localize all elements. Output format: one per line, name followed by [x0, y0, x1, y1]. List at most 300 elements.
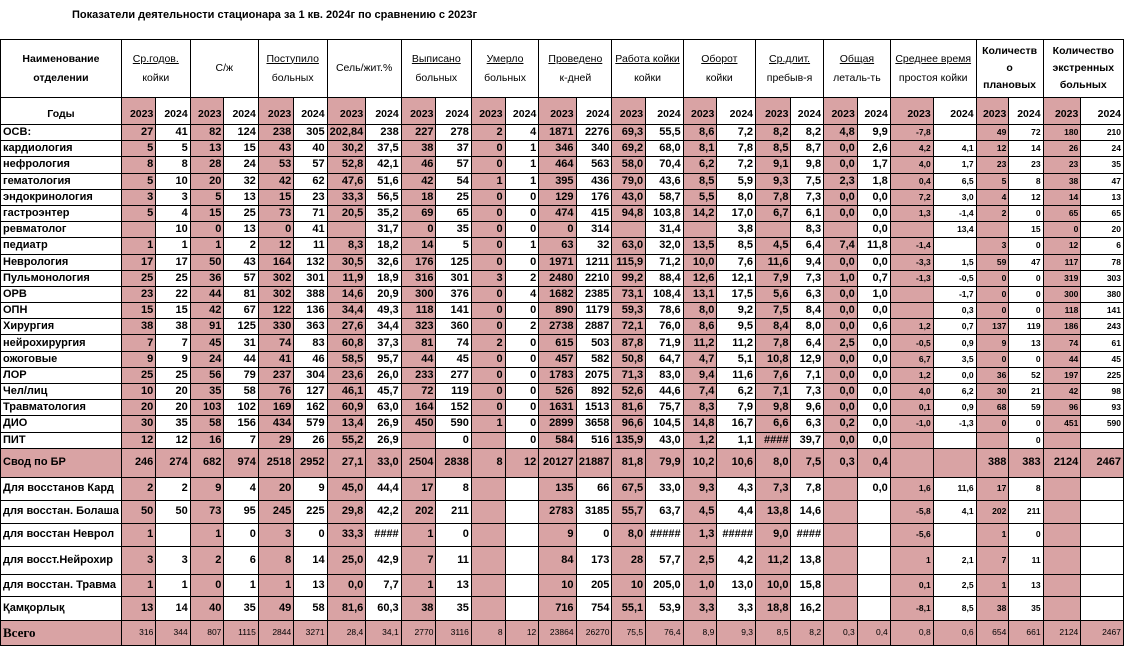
cell-value: 18,9	[366, 270, 401, 286]
cell-value: 0	[976, 303, 1009, 319]
cell-value: 63	[539, 238, 576, 254]
cell-value: 316	[401, 270, 436, 286]
department-name: нейрохирургия	[1, 335, 122, 351]
cell-value: 26,0	[366, 367, 401, 383]
cell-value: 0,0	[824, 432, 858, 448]
department-name: Пульмонология	[1, 270, 122, 286]
cell-value: 6,2	[717, 384, 756, 400]
cell-value: 18,8	[756, 596, 791, 620]
cell-value: 0,7	[857, 270, 890, 286]
cell-value: 11,6	[933, 477, 976, 500]
cell-value: 2,3	[824, 173, 858, 189]
cell-value: 7,4	[683, 384, 717, 400]
cell-value	[505, 574, 539, 596]
cell-value: 9,3	[756, 173, 791, 189]
cell-value: 15	[121, 303, 155, 319]
cell-value: 8	[258, 546, 293, 574]
cell-value: 33,0	[646, 477, 684, 500]
header-row	[1, 40, 1124, 98]
cell-value: 57	[294, 157, 327, 173]
cell-value: 8,0	[791, 319, 824, 335]
cell-value: 35	[156, 416, 190, 432]
cell-value: 23	[1009, 157, 1043, 173]
cell-value: 0	[1009, 205, 1043, 221]
cell-value: 0	[1009, 416, 1043, 432]
cell-value: 1,7	[933, 157, 976, 173]
year-2024: 2024	[1081, 98, 1124, 125]
cell-value: 25	[436, 189, 471, 205]
cell-value: 0	[976, 286, 1009, 302]
cell-value: 76,0	[646, 319, 684, 335]
cell-value: 44	[401, 351, 436, 367]
cell-value: 13,8	[791, 546, 824, 574]
cell-value: 96	[1043, 400, 1081, 416]
grand-total-row	[1, 620, 1124, 645]
cell-value: ####	[366, 523, 401, 546]
cell-value: 319	[1043, 270, 1081, 286]
cell-value: 0	[505, 416, 539, 432]
table-row	[1, 238, 1124, 254]
cell-value: 4	[976, 189, 1009, 205]
cell-value: 79,0	[612, 173, 646, 189]
cell-value: 9,8	[791, 157, 824, 173]
cell-value: 225	[294, 500, 327, 523]
cell-value: 1,2	[890, 319, 933, 335]
department-name: ПИТ	[1, 432, 122, 448]
cell-value: 1	[401, 574, 436, 596]
cell-value: 2385	[576, 286, 612, 302]
cell-value: 243	[1081, 319, 1124, 335]
header-col-8-l1: Оборот	[701, 52, 738, 65]
cell-value: 78	[1081, 254, 1124, 270]
cell-value: 0	[190, 222, 224, 238]
cell-value: 4	[224, 477, 258, 500]
year-2024: 2024	[576, 98, 612, 125]
cell-value: 76	[258, 384, 293, 400]
cell-value	[1043, 432, 1081, 448]
cell-value: 2	[505, 319, 539, 335]
cell-value: 11	[294, 238, 327, 254]
cell-value: 3185	[576, 500, 612, 523]
cell-value: 3116	[436, 620, 471, 645]
department-name: нефрология	[1, 157, 122, 173]
cell-value: 4	[505, 125, 539, 141]
cell-value: 14,6	[791, 500, 824, 523]
cell-value: 2467	[1081, 448, 1124, 477]
cell-value: 0,0	[857, 384, 890, 400]
cell-value: 35,2	[366, 205, 401, 221]
cell-value: 0	[401, 222, 436, 238]
cell-value: 35	[1081, 157, 1124, 173]
cell-value: 4,4	[717, 500, 756, 523]
year-2023: 2023	[327, 98, 366, 125]
cell-value: 115,9	[612, 254, 646, 270]
cell-value: 55,7	[612, 500, 646, 523]
cell-value: 202	[976, 500, 1009, 523]
cell-value	[933, 448, 976, 477]
cell-value: -1,7	[933, 286, 976, 302]
cell-value: 5	[121, 173, 155, 189]
year-2024: 2024	[857, 98, 890, 125]
cell-value: 457	[539, 351, 576, 367]
department-name: гастроэнтер	[1, 205, 122, 221]
cell-value: 563	[576, 157, 612, 173]
cell-value: 71,3	[612, 367, 646, 383]
cell-value: 47,6	[327, 173, 366, 189]
cell-value: 103,8	[646, 205, 684, 221]
cell-value: 8,5	[933, 596, 976, 620]
cell-value: 1	[505, 173, 539, 189]
cell-value: 0,0	[857, 222, 890, 238]
cell-value	[1081, 596, 1124, 620]
cell-value: 0,0	[857, 351, 890, 367]
cell-value	[1043, 477, 1081, 500]
cell-value	[1081, 574, 1124, 596]
cell-value: 4,3	[717, 477, 756, 500]
cell-value: 7,5	[791, 173, 824, 189]
cell-value: ####	[791, 523, 824, 546]
cell-value: 34,4	[366, 319, 401, 335]
cell-value: 8,2	[791, 620, 824, 645]
cell-value: 303	[1081, 270, 1124, 286]
department-name: ревматолог	[1, 222, 122, 238]
cell-value: 7,6	[756, 367, 791, 383]
cell-value: 8,1	[683, 141, 717, 157]
cell-value: 98	[1081, 384, 1124, 400]
year-2024: 2024	[294, 98, 327, 125]
cell-value: 245	[258, 500, 293, 523]
header-col-5-l2: больных	[484, 71, 526, 84]
cell-value: 1	[471, 173, 505, 189]
cell-value	[471, 546, 505, 574]
cell-value: 74	[1043, 335, 1081, 351]
header-col-13-l2: экстренных	[1052, 62, 1115, 74]
cell-value: 40	[294, 141, 327, 157]
cell-value: 41	[294, 222, 327, 238]
cell-value	[1043, 574, 1081, 596]
cell-value: 0,0	[824, 141, 858, 157]
cell-value: 7,2	[717, 157, 756, 173]
cell-value: 5,1	[717, 351, 756, 367]
cell-value: -1,3	[890, 270, 933, 286]
cell-value: 10	[121, 384, 155, 400]
cell-value: 0,0	[857, 189, 890, 205]
cell-value: 526	[539, 384, 576, 400]
department-name: для восстан Неврол	[1, 523, 122, 546]
cell-value: 12,6	[683, 270, 717, 286]
cell-value: 5,9	[717, 173, 756, 189]
cell-value: 0,8	[890, 620, 933, 645]
cell-value: 2480	[539, 270, 576, 286]
year-2023: 2023	[976, 98, 1009, 125]
cell-value: 164	[401, 400, 436, 416]
cell-value: 25,0	[327, 546, 366, 574]
cell-value: 186	[1043, 319, 1081, 335]
cell-value	[857, 500, 890, 523]
cell-value	[1043, 523, 1081, 546]
cell-value	[471, 574, 505, 596]
cell-value: -1,4	[890, 238, 933, 254]
cell-value: 2	[471, 335, 505, 351]
cell-value: 56,5	[366, 189, 401, 205]
cell-value: 9	[156, 351, 190, 367]
cell-value: 7,8	[756, 189, 791, 205]
department-name: Всего	[1, 620, 122, 645]
table-row	[1, 574, 1124, 596]
cell-value: 137	[976, 319, 1009, 335]
department-name: гематология	[1, 173, 122, 189]
cell-value: 17	[401, 477, 436, 500]
cell-value: 6,7	[890, 351, 933, 367]
cell-value: 1783	[539, 367, 576, 383]
cell-value: 210	[1081, 125, 1124, 141]
cell-value	[471, 596, 505, 620]
cell-value: 61	[1081, 335, 1124, 351]
header-col-6-l1: Проведено	[548, 52, 603, 65]
header-col-4-l2: больных	[415, 71, 458, 84]
header-department	[1, 40, 122, 98]
cell-value: 11,2	[717, 335, 756, 351]
cell-value: 474	[539, 205, 576, 221]
department-name: Қамқорлық	[1, 596, 122, 620]
cell-value: 7	[224, 432, 258, 448]
cell-value: 13	[121, 596, 155, 620]
cell-value: 30,2	[327, 141, 366, 157]
cell-value: 0,0	[857, 432, 890, 448]
cell-value: 238	[258, 125, 293, 141]
department-name: ОСВ:	[1, 125, 122, 141]
cell-value: 33,0	[366, 448, 401, 477]
cell-value: 0	[1009, 303, 1043, 319]
cell-value: 81,6	[327, 596, 366, 620]
cell-value: 8	[1009, 173, 1043, 189]
header-col-11-l1: Среднее время	[895, 52, 972, 65]
cell-value: 10	[539, 574, 576, 596]
cell-value: 0	[505, 254, 539, 270]
cell-value: 11,6	[717, 367, 756, 383]
header-col-7	[612, 40, 683, 98]
cell-value: 10	[156, 222, 190, 238]
cell-value: 582	[576, 351, 612, 367]
cell-value: 301	[436, 270, 471, 286]
cell-value: 2,5	[824, 335, 858, 351]
cell-value: 119	[436, 384, 471, 400]
cell-value: 2	[121, 477, 155, 500]
cell-value: 15,8	[791, 574, 824, 596]
cell-value: 1,0	[683, 574, 717, 596]
year-2023: 2023	[890, 98, 933, 125]
cell-value: 383	[1009, 448, 1043, 477]
cell-value: 73	[258, 205, 293, 221]
cell-value: -1,3	[933, 416, 976, 432]
cell-value: 1	[121, 574, 155, 596]
table-row	[1, 416, 1124, 432]
header-col-8	[683, 40, 755, 98]
cell-value: 0	[505, 303, 539, 319]
cell-value: 6,6	[756, 416, 791, 432]
cell-value: 1211	[576, 254, 612, 270]
cell-value: 0,0	[824, 286, 858, 302]
department-name: для восстан. Болаша	[1, 500, 122, 523]
cell-value: 7,3	[791, 189, 824, 205]
cell-value: #####	[717, 523, 756, 546]
cell-value: 55,1	[612, 596, 646, 620]
cell-value: 25	[121, 367, 155, 383]
cell-value: 0	[1009, 523, 1043, 546]
department-name: для восстан. Травма	[1, 574, 122, 596]
cell-value: 0	[471, 157, 505, 173]
cell-value: 35	[190, 384, 224, 400]
cell-value: 12	[505, 620, 539, 645]
cell-value: 31	[224, 335, 258, 351]
cell-value: 7,5	[791, 448, 824, 477]
cell-value: 305	[294, 125, 327, 141]
cell-value: 141	[436, 303, 471, 319]
cell-value: 26,9	[366, 432, 401, 448]
cell-value: 2124	[1043, 620, 1081, 645]
cell-value	[1081, 500, 1124, 523]
cell-value: 38	[401, 596, 436, 620]
cell-value: 72,1	[612, 319, 646, 335]
cell-value: 503	[576, 335, 612, 351]
cell-value: 8,6	[683, 125, 717, 141]
cell-value: 388	[976, 448, 1009, 477]
cell-value: 0,6	[933, 620, 976, 645]
cell-value: 8,3	[683, 400, 717, 416]
cell-value: 0,0	[824, 189, 858, 205]
cell-value: 38	[156, 319, 190, 335]
department-name: Свод по БР	[1, 448, 122, 477]
cell-value: 1,6	[890, 477, 933, 500]
cell-value: 22	[156, 286, 190, 302]
cell-value: 169	[258, 400, 293, 416]
cell-value: 974	[224, 448, 258, 477]
cell-value: 1,0	[824, 270, 858, 286]
year-2023: 2023	[683, 98, 717, 125]
cell-value: 6,2	[683, 157, 717, 173]
department-name: кардиология	[1, 141, 122, 157]
cell-value: 9,8	[756, 400, 791, 416]
cell-value: 1	[224, 574, 258, 596]
cell-value: 14,2	[683, 205, 717, 221]
cell-value: 72	[401, 384, 436, 400]
header-col-12	[976, 40, 1043, 98]
department-name: для восст.Нейрохир	[1, 546, 122, 574]
cell-value: 8,0	[612, 523, 646, 546]
cell-value	[933, 238, 976, 254]
table-row	[1, 286, 1124, 302]
cell-value: 380	[1081, 286, 1124, 302]
cell-value: 1	[156, 238, 190, 254]
cell-value	[505, 500, 539, 523]
cell-value: 59	[976, 254, 1009, 270]
cell-value: 44	[224, 351, 258, 367]
cell-value: 45	[436, 351, 471, 367]
header-col-4	[401, 40, 471, 98]
cell-value: 94,8	[612, 205, 646, 221]
cell-value: 46	[294, 351, 327, 367]
hospital-stats-table	[0, 39, 1124, 646]
cell-value: 2124	[1043, 448, 1081, 477]
cell-value: 35	[1009, 596, 1043, 620]
cell-value: 13	[1009, 574, 1043, 596]
year-2023: 2023	[1043, 98, 1081, 125]
cell-value: 7	[156, 335, 190, 351]
cell-value: 0	[1043, 222, 1081, 238]
cell-value: 363	[294, 319, 327, 335]
cell-value: 211	[1009, 500, 1043, 523]
cell-value: 58,7	[646, 189, 684, 205]
cell-value: 52,6	[612, 384, 646, 400]
cell-value	[890, 222, 933, 238]
cell-value: 60,3	[366, 596, 401, 620]
cell-value: 15	[224, 141, 258, 157]
header-col-13	[1043, 40, 1123, 98]
cell-value: 8,2	[791, 125, 824, 141]
cell-value	[857, 546, 890, 574]
cell-value: 74	[258, 335, 293, 351]
cell-value: 2899	[539, 416, 576, 432]
cell-value: 37,5	[366, 141, 401, 157]
cell-value: 0	[976, 270, 1009, 286]
cell-value: 6,3	[791, 286, 824, 302]
cell-value: 4,5	[756, 238, 791, 254]
cell-value: 0,2	[824, 416, 858, 432]
cell-value: 16,7	[717, 416, 756, 432]
cell-value: 44	[1043, 351, 1081, 367]
cell-value: 5	[121, 141, 155, 157]
cell-value: 9,0	[756, 523, 791, 546]
department-name: Неврология	[1, 254, 122, 270]
cell-value: 4,7	[683, 351, 717, 367]
cell-value: 26	[294, 432, 327, 448]
cell-value: 197	[1043, 367, 1081, 383]
cell-value: 96,6	[612, 416, 646, 432]
cell-value: 8,0	[756, 448, 791, 477]
cell-value: 13,1	[683, 286, 717, 302]
table-row	[1, 335, 1124, 351]
cell-value: 211	[436, 500, 471, 523]
cell-value: 3	[121, 546, 155, 574]
cell-value: 55,5	[646, 125, 684, 141]
cell-value: 21	[1009, 384, 1043, 400]
header-col-1-l2: С/ж	[215, 62, 234, 74]
cell-value: 17	[976, 477, 1009, 500]
cell-value: 162	[294, 400, 327, 416]
cell-value: 56	[190, 367, 224, 383]
cell-value: 890	[539, 303, 576, 319]
year-2024: 2024	[1009, 98, 1043, 125]
cell-value: 1115	[224, 620, 258, 645]
cell-value: 237	[258, 367, 293, 383]
table-row	[1, 303, 1124, 319]
cell-value: 36	[976, 367, 1009, 383]
table-row	[1, 205, 1124, 221]
cell-value: 7,4	[824, 238, 858, 254]
cell-value: 156	[224, 416, 258, 432]
cell-value: 49,3	[366, 303, 401, 319]
table-row	[1, 384, 1124, 400]
cell-value	[824, 477, 858, 500]
cell-value: 58	[294, 596, 327, 620]
cell-value: 135	[539, 477, 576, 500]
cell-value: 30	[121, 416, 155, 432]
cell-value: 2,5	[933, 574, 976, 596]
cell-value: 45,0	[327, 477, 366, 500]
cell-value: 42	[1043, 384, 1081, 400]
cell-value: 11	[1009, 546, 1043, 574]
header-col-8-l2: койки	[705, 71, 733, 84]
